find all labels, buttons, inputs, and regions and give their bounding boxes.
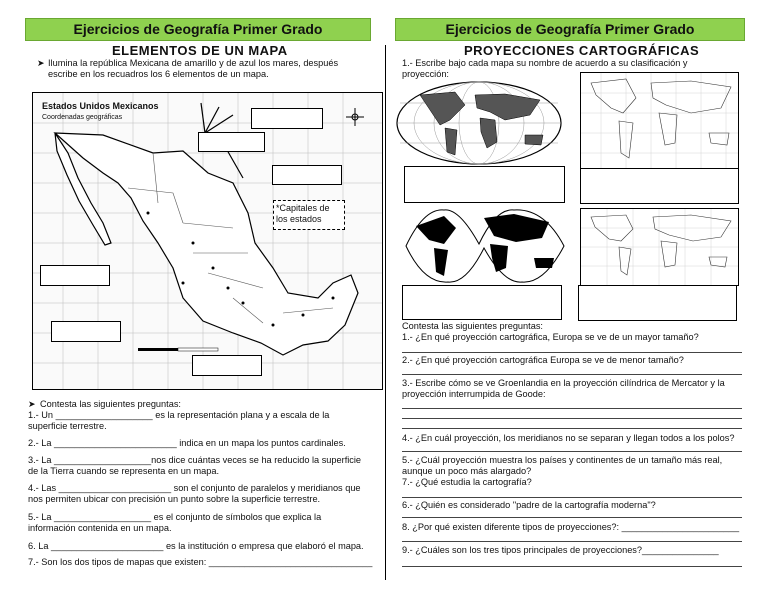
right-q9: 9.- ¿Cuáles son los tres tipos principales de proyecciones?_______________ <box>402 545 719 555</box>
left-instruction: Ilumina la república Mexicana de amarillo y de azul los mares, después escribe en los recuadros los 6 elementos de un mapa. <box>48 58 341 79</box>
scale-bar <box>138 348 218 351</box>
right-q3: 3.- Escribe cómo se ve Groenlandia en la proyección cilíndrica de Mercator y la proyección interrumpida de Goode: <box>402 378 728 399</box>
projection-answer-box-4[interactable] <box>578 285 737 321</box>
right-q5: 5.- ¿Cuál proyección muestra los países y continentes de un tamaño más real, aunque un poco más alargado? <box>402 455 725 476</box>
left-questions-intro: Contesta las siguientes preguntas: <box>40 399 181 409</box>
left-q6: 6. La ______________________ es la institución o empresa que elaboró el mapa. <box>28 541 364 551</box>
right-q6: 6.- ¿Quién es considerado "padre de la cartografía moderna"? <box>402 500 656 510</box>
robinson-map-svg <box>395 80 563 166</box>
right-q9-answer-line[interactable] <box>402 566 742 567</box>
answer-box-5[interactable] <box>51 321 121 342</box>
right-q1: 1.- ¿En qué proyección cartográfica, Europa se ve de un mayor tamaño? <box>402 332 699 342</box>
right-q1-answer-line[interactable] <box>402 352 742 353</box>
cylindrical-projection-map <box>580 208 739 286</box>
compass-rose-icon <box>346 108 364 126</box>
answer-box-6[interactable] <box>192 355 262 376</box>
map-title: Estados Unidos Mexicanos <box>42 101 159 111</box>
left-title: ELEMENTOS DE UN MAPA <box>112 43 288 58</box>
right-q3-answer-line-2[interactable] <box>402 418 742 419</box>
cylindrical-map-svg <box>581 209 738 285</box>
answer-box-2[interactable] <box>198 132 265 152</box>
answer-box-1[interactable] <box>251 108 323 129</box>
left-q3: 3.- La ___________________nos dice cuántas veces se ha reducido la superficie de la Tierra cuando se representa en un mapa. <box>28 455 364 476</box>
left-q5: 5.- La ___________________ es el conjunto de símbolos que explica la información contenida en un mapa. <box>28 512 324 533</box>
right-q3-answer-line-3[interactable] <box>402 428 742 429</box>
left-q7: 7.- Son los dos tipos de mapas que existen: ________________________________ <box>28 557 373 567</box>
left-bullet-icon: ➤ <box>37 58 45 68</box>
right-q2: 2.- ¿En qué proyección cartográfica Europa se ve de menor tamaño? <box>402 355 684 365</box>
column-divider <box>385 45 386 580</box>
projection-answer-box-2[interactable] <box>580 168 739 204</box>
left-q2: 2.- La ________________________ indica en un mapa los puntos cardinales. <box>28 438 346 448</box>
right-q4: 4.- ¿En cuál proyección, los meridianos no se separan y llegan todos a los polos? <box>402 433 735 443</box>
right-q6-answer-line[interactable] <box>402 517 742 518</box>
right-questions-intro: Contesta las siguientes preguntas: <box>402 321 543 331</box>
right-header: Ejercicios de Geografía Primer Grado <box>395 18 745 41</box>
projection-answer-box-3[interactable] <box>402 285 562 320</box>
right-q8: 8. ¿Por qué existen diferente tipos de proyecciones?: _______________________ <box>402 522 740 532</box>
map-subtitle: Coordenadas geográficas <box>42 114 123 121</box>
capitals-note: *Capitales de los estados <box>276 203 333 224</box>
right-title: PROYECCIONES CARTOGRÁFICAS <box>464 43 700 58</box>
mercator-map-svg <box>581 73 738 169</box>
answer-box-3[interactable] <box>272 165 342 185</box>
left-q4: 4.- Las ______________________ son el conjunto de paralelos y meridianos que nos permiten ubicar con precisión un punto sobre la superficie terrestre. <box>28 483 364 504</box>
goode-projection-map <box>404 206 566 286</box>
right-q4-answer-line[interactable] <box>402 451 742 452</box>
right-q7: 7.- ¿Qué estudia la cartografía? <box>402 477 532 487</box>
mercator-projection-map <box>580 72 739 170</box>
answer-box-4[interactable] <box>40 265 110 286</box>
right-q7-answer-line[interactable] <box>402 497 742 498</box>
right-q2-answer-line[interactable] <box>402 374 742 375</box>
goode-map-svg <box>404 206 566 286</box>
left-q1: 1.- Un ___________________ es la representación plana y a escala de la superficie terrestre. <box>28 410 332 431</box>
right-q3-answer-line-1[interactable] <box>402 408 742 409</box>
robinson-projection-map <box>395 80 563 166</box>
right-instruction: 1.- Escribe bajo cada mapa su nombre de acuerdo a su clasificación y proyección: <box>402 58 691 79</box>
projection-answer-box-1[interactable] <box>404 166 565 203</box>
left-questions-bullet-icon: ➤ <box>28 399 36 409</box>
left-header: Ejercicios de Geografía Primer Grado <box>25 18 371 41</box>
right-q8-answer-line[interactable] <box>402 541 742 542</box>
